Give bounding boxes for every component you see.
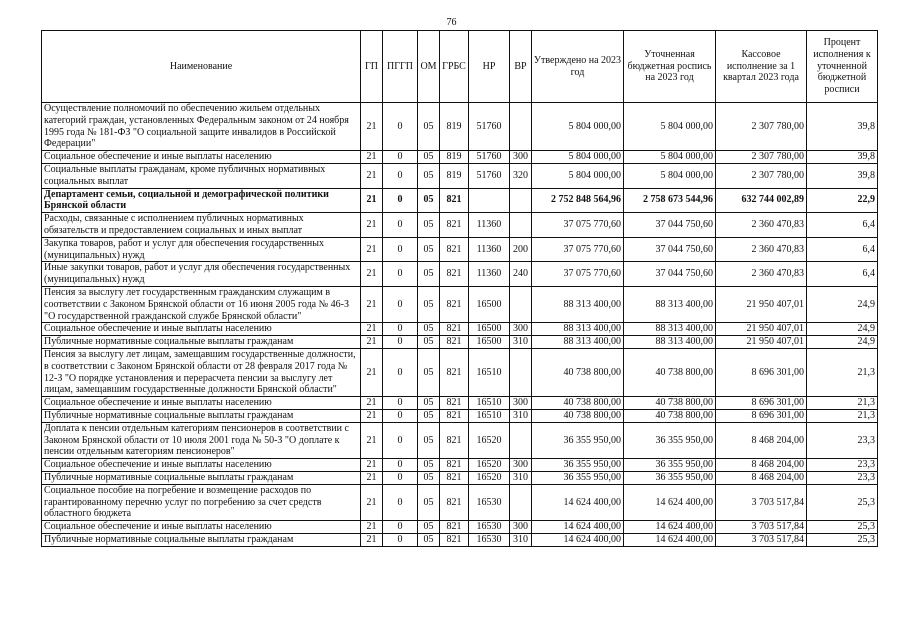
header-vr: ВР [510, 31, 532, 103]
cell-grbs: 821 [440, 213, 469, 238]
cell-cash: 8 468 204,00 [716, 422, 807, 458]
cell-name: Публичные нормативные социальные выплаты гражданам [42, 533, 361, 546]
cell-vr: 200 [510, 237, 532, 262]
cell-vr [510, 103, 532, 151]
table-row [42, 409, 878, 422]
cell-gp: 21 [361, 484, 383, 520]
cell-cash: 3 703 517,84 [716, 533, 807, 546]
table-row [42, 188, 878, 213]
cell-om: 05 [418, 409, 440, 422]
table-row [42, 422, 878, 458]
cell-om: 05 [418, 213, 440, 238]
cell-grbs: 821 [440, 323, 469, 336]
cell-om: 05 [418, 471, 440, 484]
cell-gp: 21 [361, 336, 383, 349]
cell-gp: 21 [361, 348, 383, 396]
cell-vr: 300 [510, 459, 532, 472]
cell-refined: 36 355 950,00 [624, 422, 716, 458]
cell-gp: 21 [361, 422, 383, 458]
cell-name: Социальное обеспечение и иные выплаты населению [42, 521, 361, 534]
cell-gp: 21 [361, 213, 383, 238]
cell-ppgp: 0 [383, 103, 418, 151]
table-row [42, 213, 878, 238]
cell-approved: 40 738 800,00 [532, 397, 624, 410]
cell-refined: 36 355 950,00 [624, 471, 716, 484]
cell-name: Закупка товаров, работ и услуг для обеспечения государственных (муниципальных) нужд [42, 237, 361, 262]
cell-name: Пенсия за выслугу лет лицам, замещавшим государственные должности, в соответствии с Законом Брянской области от 28 февраля 2017 года № 12-З "О порядке установления и перерасчета пенсии за выслугу лет лицам, замещавшим государственные должности Брянской области" [42, 348, 361, 396]
cell-gp: 21 [361, 151, 383, 164]
cell-np: 16510 [469, 397, 510, 410]
table-header [42, 31, 878, 103]
cell-refined: 88 313 400,00 [624, 336, 716, 349]
cell-ppgp: 0 [383, 397, 418, 410]
cell-ppgp: 0 [383, 237, 418, 262]
cell-percent: 23,3 [807, 459, 878, 472]
cell-grbs: 821 [440, 533, 469, 546]
cell-om: 05 [418, 151, 440, 164]
cell-ppgp: 0 [383, 262, 418, 287]
table-row [42, 103, 878, 151]
cell-percent: 23,3 [807, 422, 878, 458]
cell-name: Социальное пособие на погребение и возмещение расходов по гарантированному перечню услуг по погребению за счет средств областного бюджета [42, 484, 361, 520]
header-grbs: ГРБС [440, 31, 469, 103]
cell-name: Публичные нормативные социальные выплаты гражданам [42, 471, 361, 484]
cell-refined: 88 313 400,00 [624, 323, 716, 336]
cell-np: 16530 [469, 533, 510, 546]
table-row [42, 151, 878, 164]
cell-percent: 6,4 [807, 237, 878, 262]
cell-ppgp: 0 [383, 151, 418, 164]
cell-ppgp: 0 [383, 336, 418, 349]
cell-np: 16520 [469, 471, 510, 484]
cell-om: 05 [418, 348, 440, 396]
table-row [42, 471, 878, 484]
cell-vr: 300 [510, 521, 532, 534]
page-number: 76 [446, 17, 457, 28]
header-gp: ГП [361, 31, 383, 103]
cell-percent: 23,3 [807, 471, 878, 484]
cell-gp: 21 [361, 323, 383, 336]
cell-cash: 8 696 301,00 [716, 409, 807, 422]
cell-ppgp: 0 [383, 484, 418, 520]
cell-percent: 21,3 [807, 409, 878, 422]
cell-grbs: 819 [440, 103, 469, 151]
cell-cash: 3 703 517,84 [716, 484, 807, 520]
cell-vr: 300 [510, 323, 532, 336]
cell-cash: 3 703 517,84 [716, 521, 807, 534]
cell-om: 05 [418, 262, 440, 287]
cell-grbs: 821 [440, 336, 469, 349]
cell-percent: 21,3 [807, 348, 878, 396]
budget-table [41, 30, 878, 547]
cell-percent: 6,4 [807, 262, 878, 287]
cell-ppgp: 0 [383, 409, 418, 422]
header-percent: Процент исполнения к уточненной бюджетной росписи [807, 31, 878, 103]
cell-approved: 88 313 400,00 [532, 323, 624, 336]
cell-percent: 24,9 [807, 336, 878, 349]
table-row [42, 348, 878, 396]
cell-gp: 21 [361, 397, 383, 410]
cell-name: Расходы, связанные с исполнением публичных нормативных обязательств и предоставлением социальных и иных выплат [42, 213, 361, 238]
cell-percent: 24,9 [807, 323, 878, 336]
cell-gp: 21 [361, 163, 383, 188]
cell-np: 16510 [469, 348, 510, 396]
cell-np: 51760 [469, 163, 510, 188]
cell-grbs: 821 [440, 262, 469, 287]
cell-vr: 310 [510, 336, 532, 349]
cell-approved: 36 355 950,00 [532, 422, 624, 458]
cell-approved: 14 624 400,00 [532, 521, 624, 534]
cell-grbs: 821 [440, 521, 469, 534]
table-row [42, 286, 878, 322]
cell-vr [510, 286, 532, 322]
table-row [42, 397, 878, 410]
cell-vr: 320 [510, 163, 532, 188]
cell-name: Социальное обеспечение и иные выплаты населению [42, 459, 361, 472]
cell-name: Пенсия за выслугу лет государственным гражданским служащим в соответствии с Законом Брянской области от 16 июня 2005 года № 46-З "О государственной гражданской службе Брянской области" [42, 286, 361, 322]
cell-refined: 37 044 750,60 [624, 213, 716, 238]
cell-vr [510, 348, 532, 396]
cell-approved: 37 075 770,60 [532, 213, 624, 238]
cell-np [469, 188, 510, 213]
cell-refined: 5 804 000,00 [624, 151, 716, 164]
cell-cash: 2 307 780,00 [716, 151, 807, 164]
cell-om: 05 [418, 237, 440, 262]
cell-cash: 2 307 780,00 [716, 163, 807, 188]
cell-np: 11360 [469, 262, 510, 287]
cell-ppgp: 0 [383, 521, 418, 534]
cell-vr: 310 [510, 533, 532, 546]
table-row [42, 336, 878, 349]
cell-ppgp: 0 [383, 323, 418, 336]
cell-om: 05 [418, 422, 440, 458]
cell-ppgp: 0 [383, 163, 418, 188]
cell-name: Осуществление полномочий по обеспечению жильем отдельных категорий граждан, установленных Федеральным законом от 24 ноября 1995 года № 181-ФЗ "О социальной защите инвалидов в Российской Федерации" [42, 103, 361, 151]
cell-np: 16500 [469, 286, 510, 322]
cell-vr: 300 [510, 397, 532, 410]
cell-om: 05 [418, 397, 440, 410]
cell-approved: 14 624 400,00 [532, 533, 624, 546]
header-name: Наименование [42, 31, 361, 103]
cell-ppgp: 0 [383, 188, 418, 213]
table-row [42, 521, 878, 534]
table-row [42, 163, 878, 188]
cell-ppgp: 0 [383, 471, 418, 484]
cell-approved: 5 804 000,00 [532, 163, 624, 188]
cell-refined: 14 624 400,00 [624, 484, 716, 520]
table-row [42, 237, 878, 262]
cell-gp: 21 [361, 188, 383, 213]
cell-vr [510, 213, 532, 238]
cell-om: 05 [418, 521, 440, 534]
cell-gp: 21 [361, 409, 383, 422]
cell-om: 05 [418, 323, 440, 336]
cell-grbs: 821 [440, 286, 469, 322]
cell-percent: 39,8 [807, 163, 878, 188]
cell-np: 51760 [469, 151, 510, 164]
cell-approved: 88 313 400,00 [532, 286, 624, 322]
cell-cash: 2 360 470,83 [716, 213, 807, 238]
cell-name: Публичные нормативные социальные выплаты гражданам [42, 336, 361, 349]
cell-name: Департамент семьи, социальной и демографической политики Брянской области [42, 188, 361, 213]
cell-percent: 39,8 [807, 151, 878, 164]
header-np: НР [469, 31, 510, 103]
cell-om: 05 [418, 533, 440, 546]
cell-refined: 40 738 800,00 [624, 397, 716, 410]
table-row [42, 459, 878, 472]
cell-np: 51760 [469, 103, 510, 151]
cell-approved: 40 738 800,00 [532, 348, 624, 396]
cell-cash: 8 696 301,00 [716, 348, 807, 396]
cell-vr [510, 188, 532, 213]
cell-np: 16510 [469, 409, 510, 422]
cell-gp: 21 [361, 533, 383, 546]
cell-percent: 25,3 [807, 521, 878, 534]
cell-om: 05 [418, 188, 440, 213]
cell-grbs: 821 [440, 459, 469, 472]
cell-percent: 39,8 [807, 103, 878, 151]
cell-np: 16500 [469, 323, 510, 336]
cell-refined: 36 355 950,00 [624, 459, 716, 472]
cell-gp: 21 [361, 521, 383, 534]
cell-percent: 24,9 [807, 286, 878, 322]
cell-np: 16500 [469, 336, 510, 349]
cell-om: 05 [418, 103, 440, 151]
cell-np: 11360 [469, 237, 510, 262]
cell-vr [510, 484, 532, 520]
cell-name: Социальное обеспечение и иные выплаты населению [42, 151, 361, 164]
cell-approved: 5 804 000,00 [532, 151, 624, 164]
cell-approved: 37 075 770,60 [532, 262, 624, 287]
table-row [42, 484, 878, 520]
cell-grbs: 819 [440, 163, 469, 188]
cell-gp: 21 [361, 286, 383, 322]
cell-refined: 40 738 800,00 [624, 409, 716, 422]
cell-approved: 37 075 770,60 [532, 237, 624, 262]
cell-grbs: 821 [440, 409, 469, 422]
header-om: ОМ [418, 31, 440, 103]
cell-cash: 8 468 204,00 [716, 459, 807, 472]
cell-approved: 40 738 800,00 [532, 409, 624, 422]
cell-refined: 14 624 400,00 [624, 533, 716, 546]
cell-ppgp: 0 [383, 422, 418, 458]
cell-vr [510, 422, 532, 458]
cell-approved: 88 313 400,00 [532, 336, 624, 349]
cell-name: Доплата к пенсии отдельным категориям пенсионеров в соответствии с Законом Брянской области от 10 июля 2001 года № 50-З "О доплате к пенсии отдельным категориям пенсионеров" [42, 422, 361, 458]
cell-om: 05 [418, 459, 440, 472]
cell-refined: 14 624 400,00 [624, 521, 716, 534]
cell-refined: 2 758 673 544,96 [624, 188, 716, 213]
cell-approved: 2 752 848 564,96 [532, 188, 624, 213]
table-body [42, 103, 878, 547]
cell-ppgp: 0 [383, 286, 418, 322]
cell-grbs: 819 [440, 151, 469, 164]
cell-approved: 14 624 400,00 [532, 484, 624, 520]
cell-ppgp: 0 [383, 213, 418, 238]
cell-gp: 21 [361, 471, 383, 484]
cell-cash: 2 360 470,83 [716, 262, 807, 287]
cell-percent: 6,4 [807, 213, 878, 238]
cell-grbs: 821 [440, 348, 469, 396]
cell-gp: 21 [361, 103, 383, 151]
cell-refined: 37 044 750,60 [624, 262, 716, 287]
cell-np: 11360 [469, 213, 510, 238]
cell-name: Социальные выплаты гражданам, кроме публичных нормативных социальных выплат [42, 163, 361, 188]
cell-refined: 40 738 800,00 [624, 348, 716, 396]
cell-vr: 240 [510, 262, 532, 287]
cell-np: 16530 [469, 521, 510, 534]
header-refined: Уточненная бюджетная роспись на 2023 год [624, 31, 716, 103]
table-row [42, 262, 878, 287]
cell-cash: 2 360 470,83 [716, 237, 807, 262]
cell-grbs: 821 [440, 397, 469, 410]
cell-grbs: 821 [440, 471, 469, 484]
cell-gp: 21 [361, 459, 383, 472]
table-row [42, 533, 878, 546]
cell-name: Социальное обеспечение и иные выплаты населению [42, 397, 361, 410]
cell-refined: 5 804 000,00 [624, 103, 716, 151]
cell-approved: 36 355 950,00 [532, 459, 624, 472]
cell-cash: 21 950 407,01 [716, 336, 807, 349]
cell-om: 05 [418, 484, 440, 520]
cell-name: Публичные нормативные социальные выплаты гражданам [42, 409, 361, 422]
cell-refined: 5 804 000,00 [624, 163, 716, 188]
cell-om: 05 [418, 163, 440, 188]
cell-grbs: 821 [440, 484, 469, 520]
cell-gp: 21 [361, 262, 383, 287]
cell-percent: 22,9 [807, 188, 878, 213]
cell-om: 05 [418, 336, 440, 349]
cell-np: 16530 [469, 484, 510, 520]
cell-om: 05 [418, 286, 440, 322]
cell-gp: 21 [361, 237, 383, 262]
cell-percent: 25,3 [807, 484, 878, 520]
cell-percent: 21,3 [807, 397, 878, 410]
cell-cash: 21 950 407,01 [716, 323, 807, 336]
cell-cash: 2 307 780,00 [716, 103, 807, 151]
cell-vr: 300 [510, 151, 532, 164]
cell-approved: 5 804 000,00 [532, 103, 624, 151]
cell-refined: 88 313 400,00 [624, 286, 716, 322]
cell-cash: 632 744 002,89 [716, 188, 807, 213]
cell-cash: 8 696 301,00 [716, 397, 807, 410]
cell-approved: 36 355 950,00 [532, 471, 624, 484]
cell-np: 16520 [469, 422, 510, 458]
cell-ppgp: 0 [383, 533, 418, 546]
cell-ppgp: 0 [383, 459, 418, 472]
header-ppgp: ПГГП [383, 31, 418, 103]
cell-grbs: 821 [440, 188, 469, 213]
table-row [42, 323, 878, 336]
cell-cash: 21 950 407,01 [716, 286, 807, 322]
cell-grbs: 821 [440, 237, 469, 262]
cell-percent: 25,3 [807, 533, 878, 546]
cell-name: Иные закупки товаров, работ и услуг для обеспечения государственных (муниципальных) нужд [42, 262, 361, 287]
cell-cash: 8 468 204,00 [716, 471, 807, 484]
header-cash: Кассовое исполнение за 1 квартал 2023 года [716, 31, 807, 103]
cell-ppgp: 0 [383, 348, 418, 396]
cell-np: 16520 [469, 459, 510, 472]
cell-name: Социальное обеспечение и иные выплаты населению [42, 323, 361, 336]
cell-refined: 37 044 750,60 [624, 237, 716, 262]
cell-grbs: 821 [440, 422, 469, 458]
cell-vr: 310 [510, 409, 532, 422]
cell-vr: 310 [510, 471, 532, 484]
header-approved: Утверждено на 2023 год [532, 31, 624, 103]
